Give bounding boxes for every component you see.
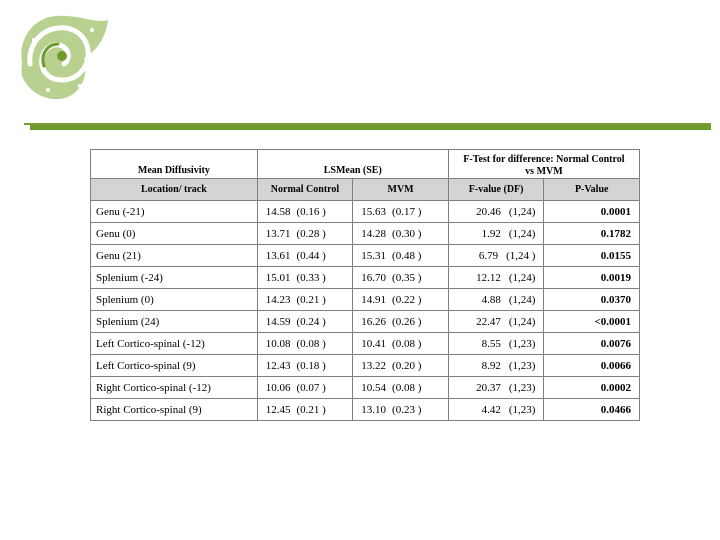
cell-f-value (448, 333, 544, 355)
cell-normal-control (257, 333, 353, 355)
normal-control-mean: 15.01 (265, 271, 291, 284)
cell-p-value: <0.0001 (544, 311, 640, 333)
cell-normal-control (257, 377, 353, 399)
normal-control-se: (0.33 ) (296, 271, 326, 284)
degrees-of-freedom: (1,24) (508, 271, 536, 284)
cell-normal-control (257, 201, 353, 223)
normal-control-mean: 12.45 (265, 403, 291, 416)
mvm-mean: 14.28 (361, 227, 387, 240)
f-value: 8.92 (481, 359, 501, 372)
table-row (91, 355, 640, 377)
cell-normal-control (257, 223, 353, 245)
cell-location: Splenium (0) (91, 289, 258, 311)
mvm-se: (0.30 ) (392, 227, 422, 240)
cell-location: Genu (21) (91, 245, 258, 267)
mvm-se: (0.48 ) (392, 249, 422, 262)
col-f-value: F-value (DF) (448, 179, 544, 201)
cell-f-value (448, 201, 544, 223)
degrees-of-freedom: (1,24) (508, 315, 536, 328)
cell-mvm (353, 399, 449, 421)
f-value: 4.88 (481, 293, 501, 306)
col-mvm: MVM (353, 179, 449, 201)
normal-control-mean: 10.06 (265, 381, 291, 394)
f-value: 22.47 (476, 315, 501, 328)
col-normal-control: Normal Control (257, 179, 353, 201)
cell-p-value: 0.0076 (544, 333, 640, 355)
mvm-mean: 14.91 (361, 293, 387, 306)
f-value: 4.42 (481, 403, 501, 416)
table-row (91, 377, 640, 399)
col-location: Location/ track (91, 179, 258, 201)
cell-mvm (353, 245, 449, 267)
cell-mvm (353, 377, 449, 399)
cell-p-value: 0.1782 (544, 223, 640, 245)
col-p-value: P-Value (544, 179, 640, 201)
mvm-se: (0.08 ) (392, 381, 422, 394)
header-ftest (448, 150, 639, 179)
normal-control-se: (0.08 ) (296, 337, 326, 350)
cell-mvm (353, 201, 449, 223)
cell-f-value (448, 267, 544, 289)
normal-control-se: (0.21 ) (296, 293, 326, 306)
mvm-mean: 10.54 (361, 381, 387, 394)
cell-f-value (448, 223, 544, 245)
cell-normal-control (257, 311, 353, 333)
cell-mvm (353, 289, 449, 311)
header-rule-thick (30, 125, 711, 130)
cell-f-value (448, 311, 544, 333)
f-value: 6.79 (478, 249, 499, 262)
f-value: 8.55 (481, 337, 501, 350)
cell-normal-control (257, 267, 353, 289)
cell-p-value: 0.0466 (544, 399, 640, 421)
normal-control-mean: 13.71 (265, 227, 291, 240)
table-row (91, 399, 640, 421)
cell-p-value: 0.0001 (544, 201, 640, 223)
mvm-se: (0.17 ) (392, 205, 422, 218)
degrees-of-freedom: (1,24) (508, 205, 536, 218)
table-header-row-1 (91, 150, 640, 179)
cell-normal-control (257, 289, 353, 311)
cell-p-value: 0.0155 (544, 245, 640, 267)
mvm-se: (0.22 ) (392, 293, 422, 306)
degrees-of-freedom: (1,24) (508, 293, 536, 306)
degrees-of-freedom: (1,23) (508, 337, 536, 350)
mvm-se: (0.35 ) (392, 271, 422, 284)
f-value: 1.92 (481, 227, 501, 240)
mvm-se: (0.08 ) (392, 337, 422, 350)
cell-p-value: 0.0370 (544, 289, 640, 311)
degrees-of-freedom: (1,23) (508, 403, 536, 416)
mvm-mean: 16.26 (361, 315, 387, 328)
header-ftest-line1: F-Test for difference: Normal Control (463, 154, 625, 165)
table-row (91, 311, 640, 333)
cell-mvm (353, 355, 449, 377)
cell-f-value (448, 245, 544, 267)
cell-location: Left Cortico-spinal (-12) (91, 333, 258, 355)
header-lsmean: LSMean (SE) (257, 150, 448, 179)
degrees-of-freedom: (1,23) (508, 359, 536, 372)
table-row (91, 245, 640, 267)
table-row (91, 223, 640, 245)
f-value: 20.37 (476, 381, 501, 394)
normal-control-se: (0.24 ) (296, 315, 326, 328)
mvm-mean: 15.63 (361, 205, 387, 218)
normal-control-mean: 14.58 (265, 205, 291, 218)
normal-control-se: (0.21 ) (296, 403, 326, 416)
mvm-mean: 15.31 (361, 249, 387, 262)
cell-normal-control (257, 355, 353, 377)
cell-location: Splenium (24) (91, 311, 258, 333)
cell-f-value (448, 355, 544, 377)
mean-diffusivity-table (90, 149, 640, 421)
degrees-of-freedom: (1,24 ) (506, 249, 536, 262)
cell-location: Right Cortico-spinal (9) (91, 399, 258, 421)
cell-location: Left Cortico-spinal (9) (91, 355, 258, 377)
mvm-mean: 16.70 (361, 271, 387, 284)
normal-control-se: (0.07 ) (296, 381, 326, 394)
cell-mvm (353, 267, 449, 289)
cell-normal-control (257, 245, 353, 267)
table-row (91, 333, 640, 355)
cell-location: Genu (-21) (91, 201, 258, 223)
cell-p-value: 0.0066 (544, 355, 640, 377)
normal-control-se: (0.28 ) (296, 227, 326, 240)
cell-location: Right Cortico-spinal (-12) (91, 377, 258, 399)
mvm-mean: 13.22 (361, 359, 387, 372)
normal-control-mean: 10.08 (265, 337, 291, 350)
cell-location: Genu (0) (91, 223, 258, 245)
table-row (91, 289, 640, 311)
cell-f-value (448, 377, 544, 399)
cell-mvm (353, 223, 449, 245)
normal-control-mean: 13.61 (265, 249, 291, 262)
cell-location: Splenium (-24) (91, 267, 258, 289)
mvm-mean: 10.41 (361, 337, 387, 350)
normal-control-mean: 12.43 (265, 359, 291, 372)
normal-control-mean: 14.59 (265, 315, 291, 328)
header-ftest-line2: vs MVM (525, 166, 563, 177)
cell-p-value: 0.0019 (544, 267, 640, 289)
degrees-of-freedom: (1,23) (508, 381, 536, 394)
table-row (91, 201, 640, 223)
normal-control-se: (0.44 ) (296, 249, 326, 262)
table-row (91, 267, 640, 289)
cell-normal-control (257, 399, 353, 421)
normal-control-se: (0.16 ) (296, 205, 326, 218)
cell-p-value: 0.0002 (544, 377, 640, 399)
cell-f-value (448, 399, 544, 421)
table-header-row-2 (91, 179, 640, 201)
normal-control-mean: 14.23 (265, 293, 291, 306)
cell-f-value (448, 289, 544, 311)
mvm-mean: 13.10 (361, 403, 387, 416)
header-mean-diffusivity: Mean Diffusivity (91, 150, 258, 179)
normal-control-se: (0.18 ) (296, 359, 326, 372)
f-value: 20.46 (476, 205, 501, 218)
cell-mvm (353, 311, 449, 333)
degrees-of-freedom: (1,24) (508, 227, 536, 240)
mvm-se: (0.23 ) (392, 403, 422, 416)
spiral-logo (14, 10, 114, 102)
f-value: 12.12 (476, 271, 501, 284)
mvm-se: (0.26 ) (392, 315, 422, 328)
mvm-se: (0.20 ) (392, 359, 422, 372)
cell-mvm (353, 333, 449, 355)
